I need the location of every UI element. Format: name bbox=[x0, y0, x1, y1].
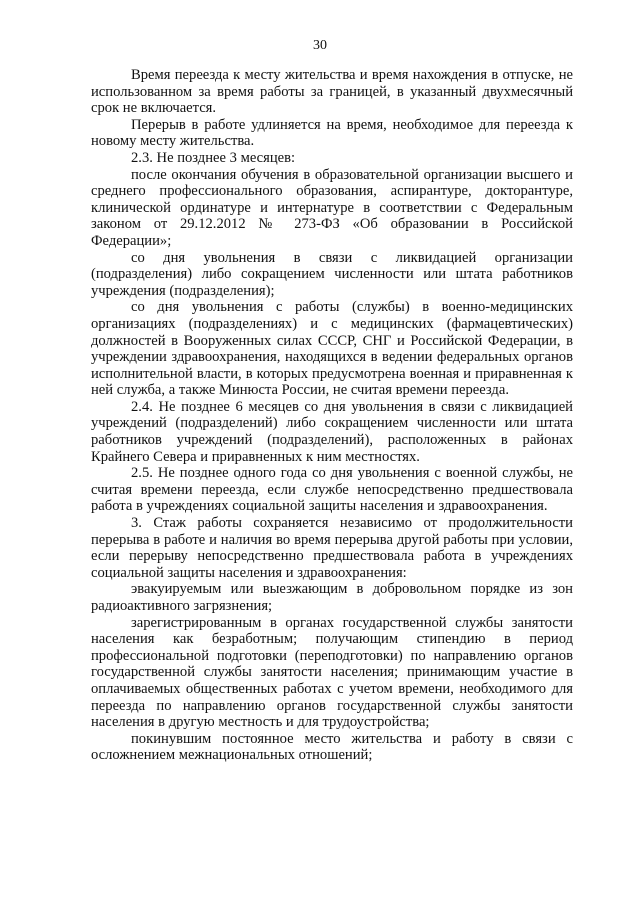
paragraph: после окончания обучения в образовательной организации высшего и среднего профессионального образования, аспирантуре, докторантуре, клинической ординатуре и интернатуре в соответствии с Федеральным законом от 29.12.2012 № 273-ФЗ «Об образовании в Российской Федерации»; bbox=[91, 166, 573, 249]
paragraph: 2.3. Не позднее 3 месяцев: bbox=[131, 149, 296, 166]
page-number: 30 bbox=[313, 38, 327, 53]
paragraph: зарегистрированным в органах государственной службы занятости населения как безработным; получающим стипендию в период профессиональной подготовки (переподготовки) по направлению органов государственной службы занятости населения; принимающим участие в оплачиваемых общественных работах с учетом времени, необходимого для переезда по направлению органов государственной службы занятости населения в другую местность и для трудоустройства; bbox=[91, 614, 573, 731]
paragraph: 2.5. Не позднее одного года со дня увольнения с военной службы, не считая времени переезда, если службе непосредственно предшествовала работа в учреждениях социальной защиты населения и здравоохранения. bbox=[91, 465, 573, 515]
paragraph: со дня увольнения с работы (службы) в военно-медицинских организациях (подразделениях) и с медицинских (фармацевтических) должностей в Вооруженных силах СССР, СНГ и Российской Федерации, в учреждении здравоохранения, находящихся в ведении федеральных органов исполнительной власти, в которых предусмотрена военная и приравненная к ней служба, а также Минюста России, не считая времени переезда. bbox=[91, 299, 573, 399]
paragraph: 2.4. Не позднее 6 месяцев со дня увольнения в связи с ликвидацией учреждений (подразделений) либо сокращением численности или штата работников учреждений (подразделений), расположенных в районах Крайнего Севера и приравненных к ним местностях. bbox=[91, 398, 573, 465]
paragraph: покинувшим постоянное место жительства и работу в связи с осложнением межнациональных отношений; bbox=[91, 730, 573, 764]
paragraph: со дня увольнения в связи с ликвидацией организации (подразделения) либо сокращением численности или штата работников учреждения (подразделения); bbox=[91, 249, 573, 299]
paragraph: эвакуируемым или выезжающим в добровольном порядке из зон радиоактивного загрязнения; bbox=[91, 581, 573, 614]
paragraph: Время переезда к месту жительства и время нахождения в отпуске, не использованном за время работы за границей, в указанный двухмесячный срок не включается. bbox=[91, 67, 573, 117]
paragraph: Перерыв в работе удлиняется на время, необходимое для переезда к новому месту жительства. bbox=[91, 116, 573, 150]
paragraph: 3. Стаж работы сохраняется независимо от продолжительности перерыва в работе и наличия во время перерыва другой работы при условии, если перерыву непосредственно предшествовала работа в учреждениях социальной защиты населения и здравоохранения: bbox=[91, 515, 573, 581]
body-text bbox=[91, 67, 573, 764]
